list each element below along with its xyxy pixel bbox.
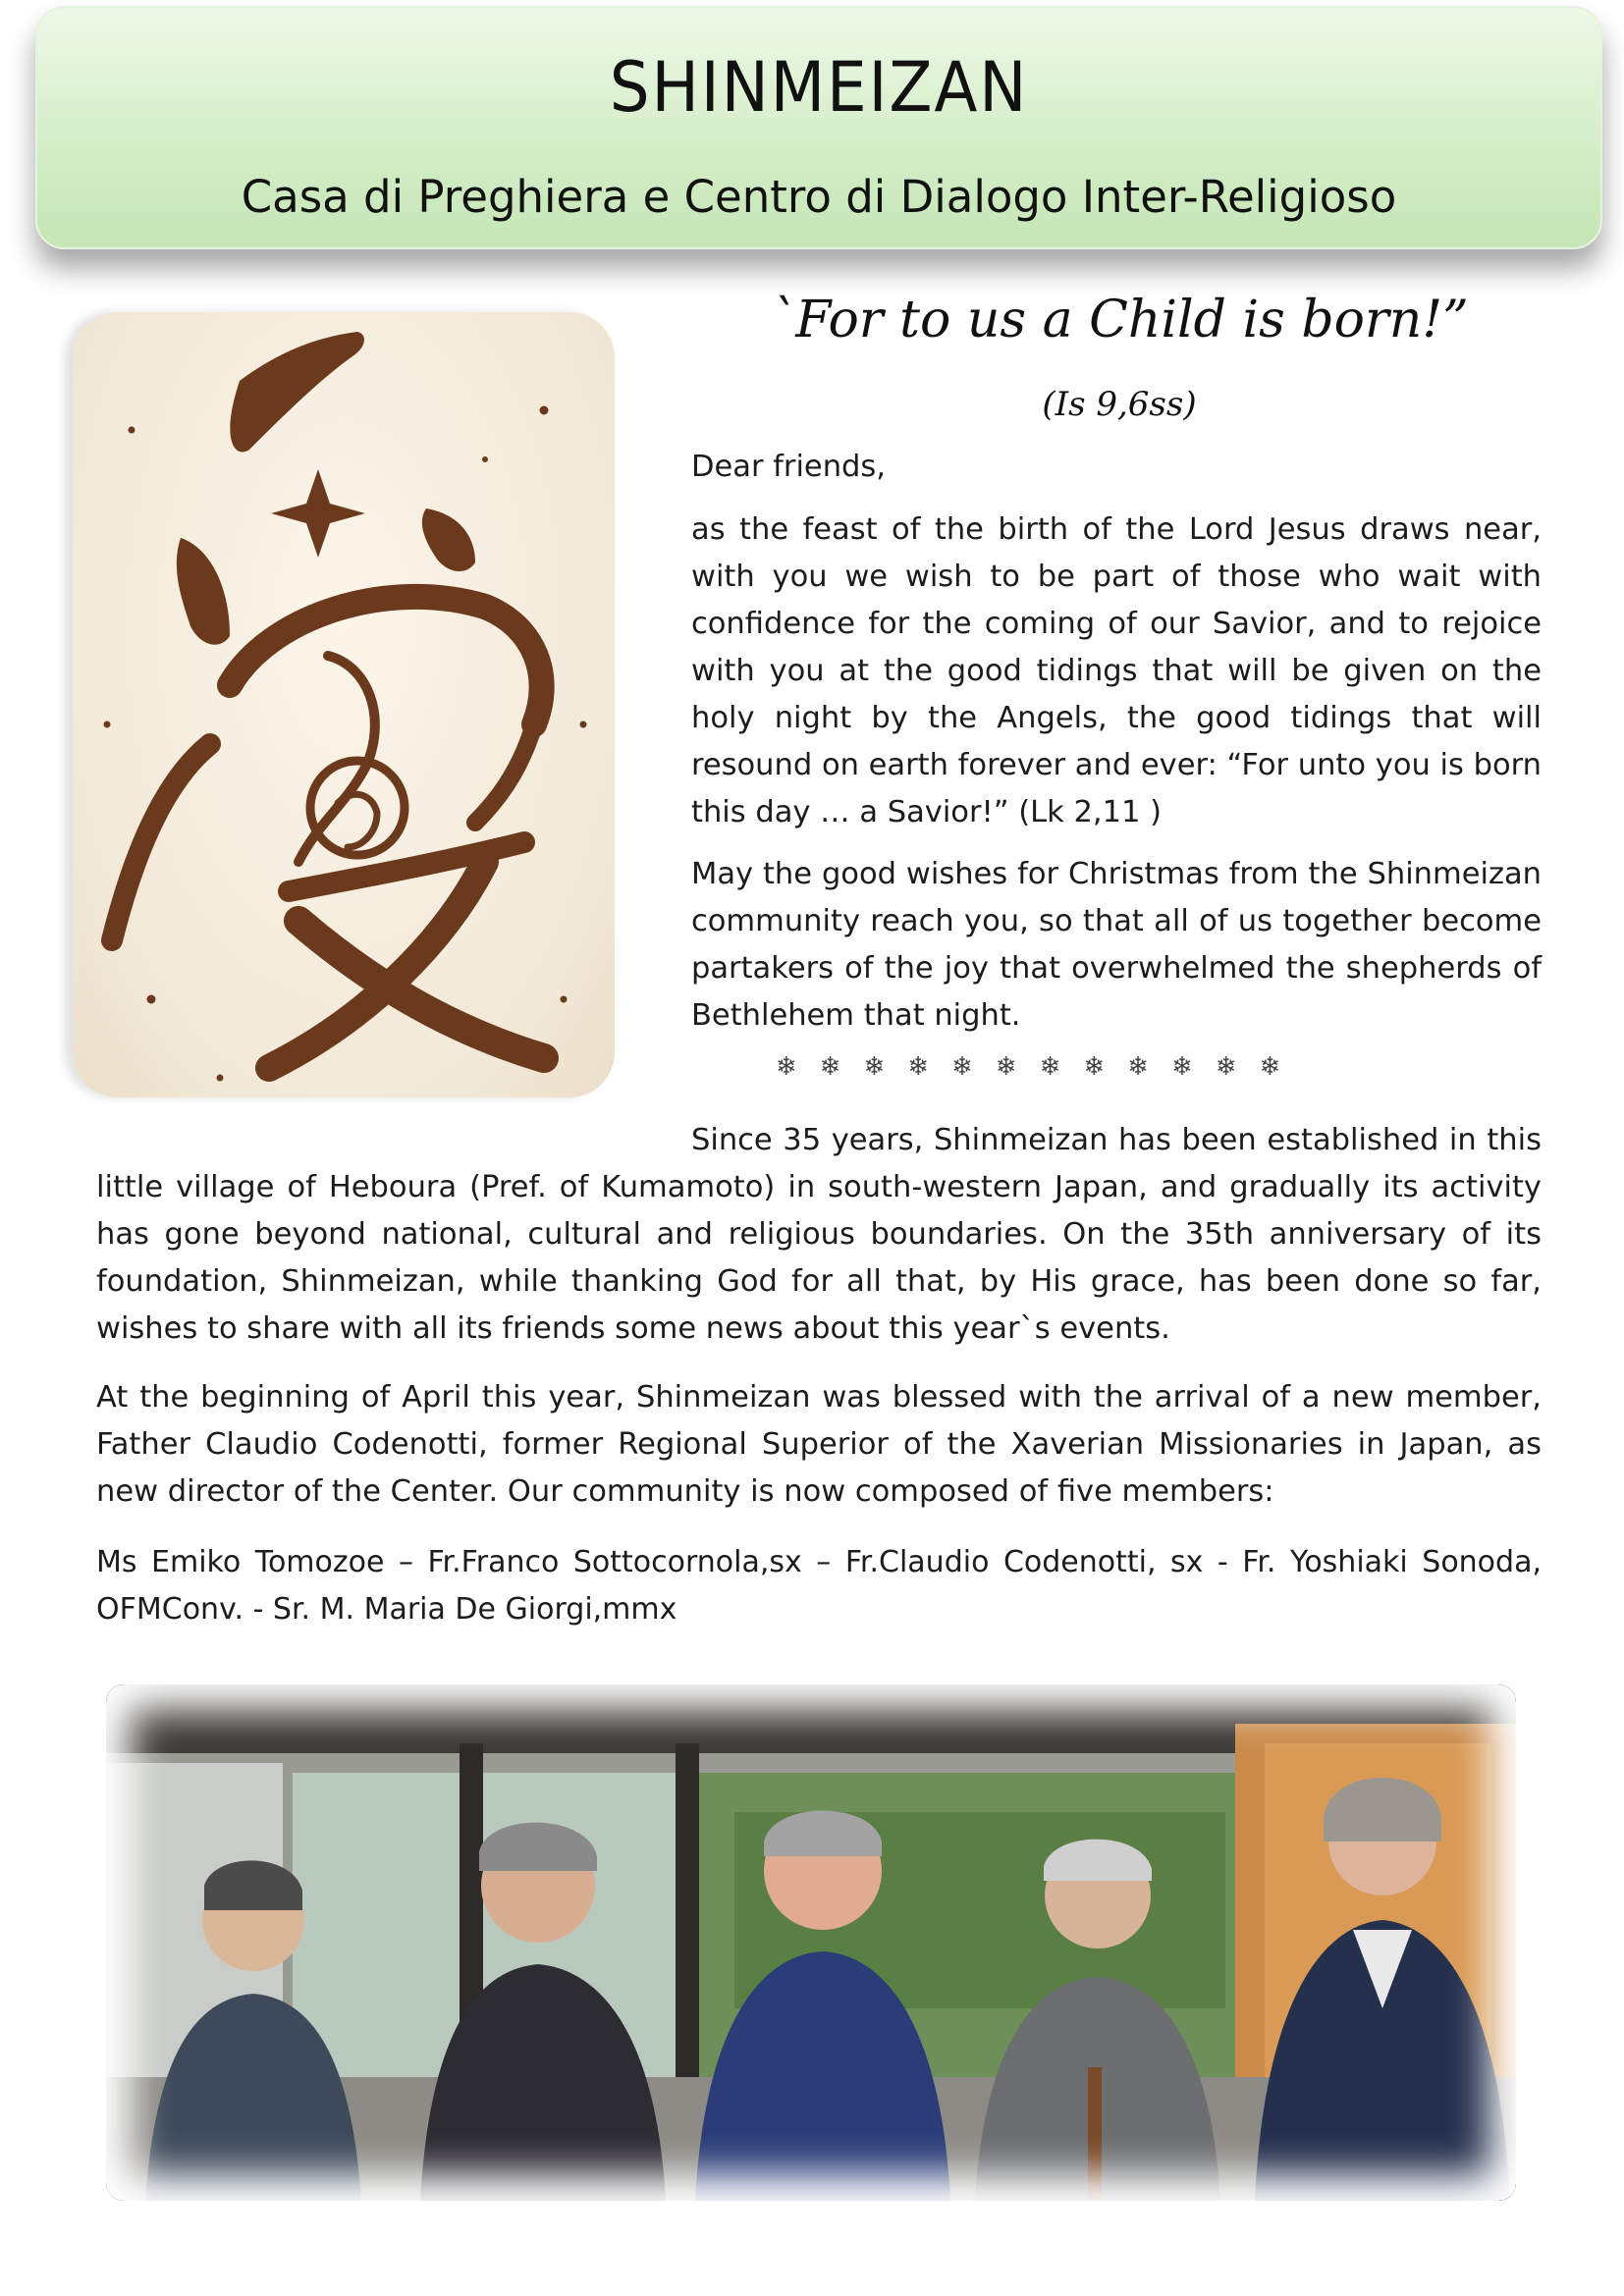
page-title: SHINMEIZAN [609,47,1029,128]
group-photo [106,1684,1516,2201]
paragraph-wishes: May the good wishes for Christmas from the Shinmeizan community reach you, so that all of us together become partakers of the joy that overwhelmed the shepherds of Bethlehem that night. [691,857,1542,1033]
calligraphy-image [73,312,615,1097]
header-banner [35,6,1602,249]
page-subtitle: Casa di Preghiera e Centro di Dialogo Inter-Religioso [241,171,1397,223]
snowflake-separator: ❄❄❄❄❄❄❄❄❄❄❄❄ [776,1052,1304,1082]
paragraph-anniversary: Since 35 years, Shinmeizan has been established in this little village of Heboura (Pref. of Kumamoto) in south-western Japan, and gradually its activity has gone beyond national, cultural and religious boundaries. On the 35th anniversary of its foundation, Shinmeizan, while thanking God for all that, by His grace, has been done so far, wishes to share with all its friends some news about this year`s events. [96,1123,1542,1346]
paragraph-new-member: At the beginning of April this year, Shinmeizan was blessed with the arrival of a new member, Father Claudio Codenotti, former Regional Superior of the Xaverian Missionaries in Japan, as new director of the Center. Our community is now composed of five members: [96,1380,1542,1509]
scripture-quote: `For to us a Child is born!” [770,291,1469,349]
greeting: Dear friends, [691,450,886,484]
scripture-reference: (Is 9,6ss) [1042,385,1197,424]
paragraph-feast: as the feast of the birth of the Lord Jesus draws near, with you we wish to be part of those who wait with confidence for the coming of our Savior, and to rejoice with you at the good tidings that will be given on the holy night by the Angels, the good tidings that will resound on earth forever and ever: “For unto you is born this day … a Savior!” (Lk 2,11 ) [691,512,1542,829]
love-kanji-calligraphy [73,312,615,1097]
community-group-photo [106,1684,1516,2201]
members-list: Ms Emiko Tomozoe – Fr.Franco Sottocornola,sx – Fr.Claudio Codenotti, sx - Fr. Yoshiaki Sonoda, OFMConv. - Sr. M. Maria De Giorgi,mmx [96,1545,1542,1627]
